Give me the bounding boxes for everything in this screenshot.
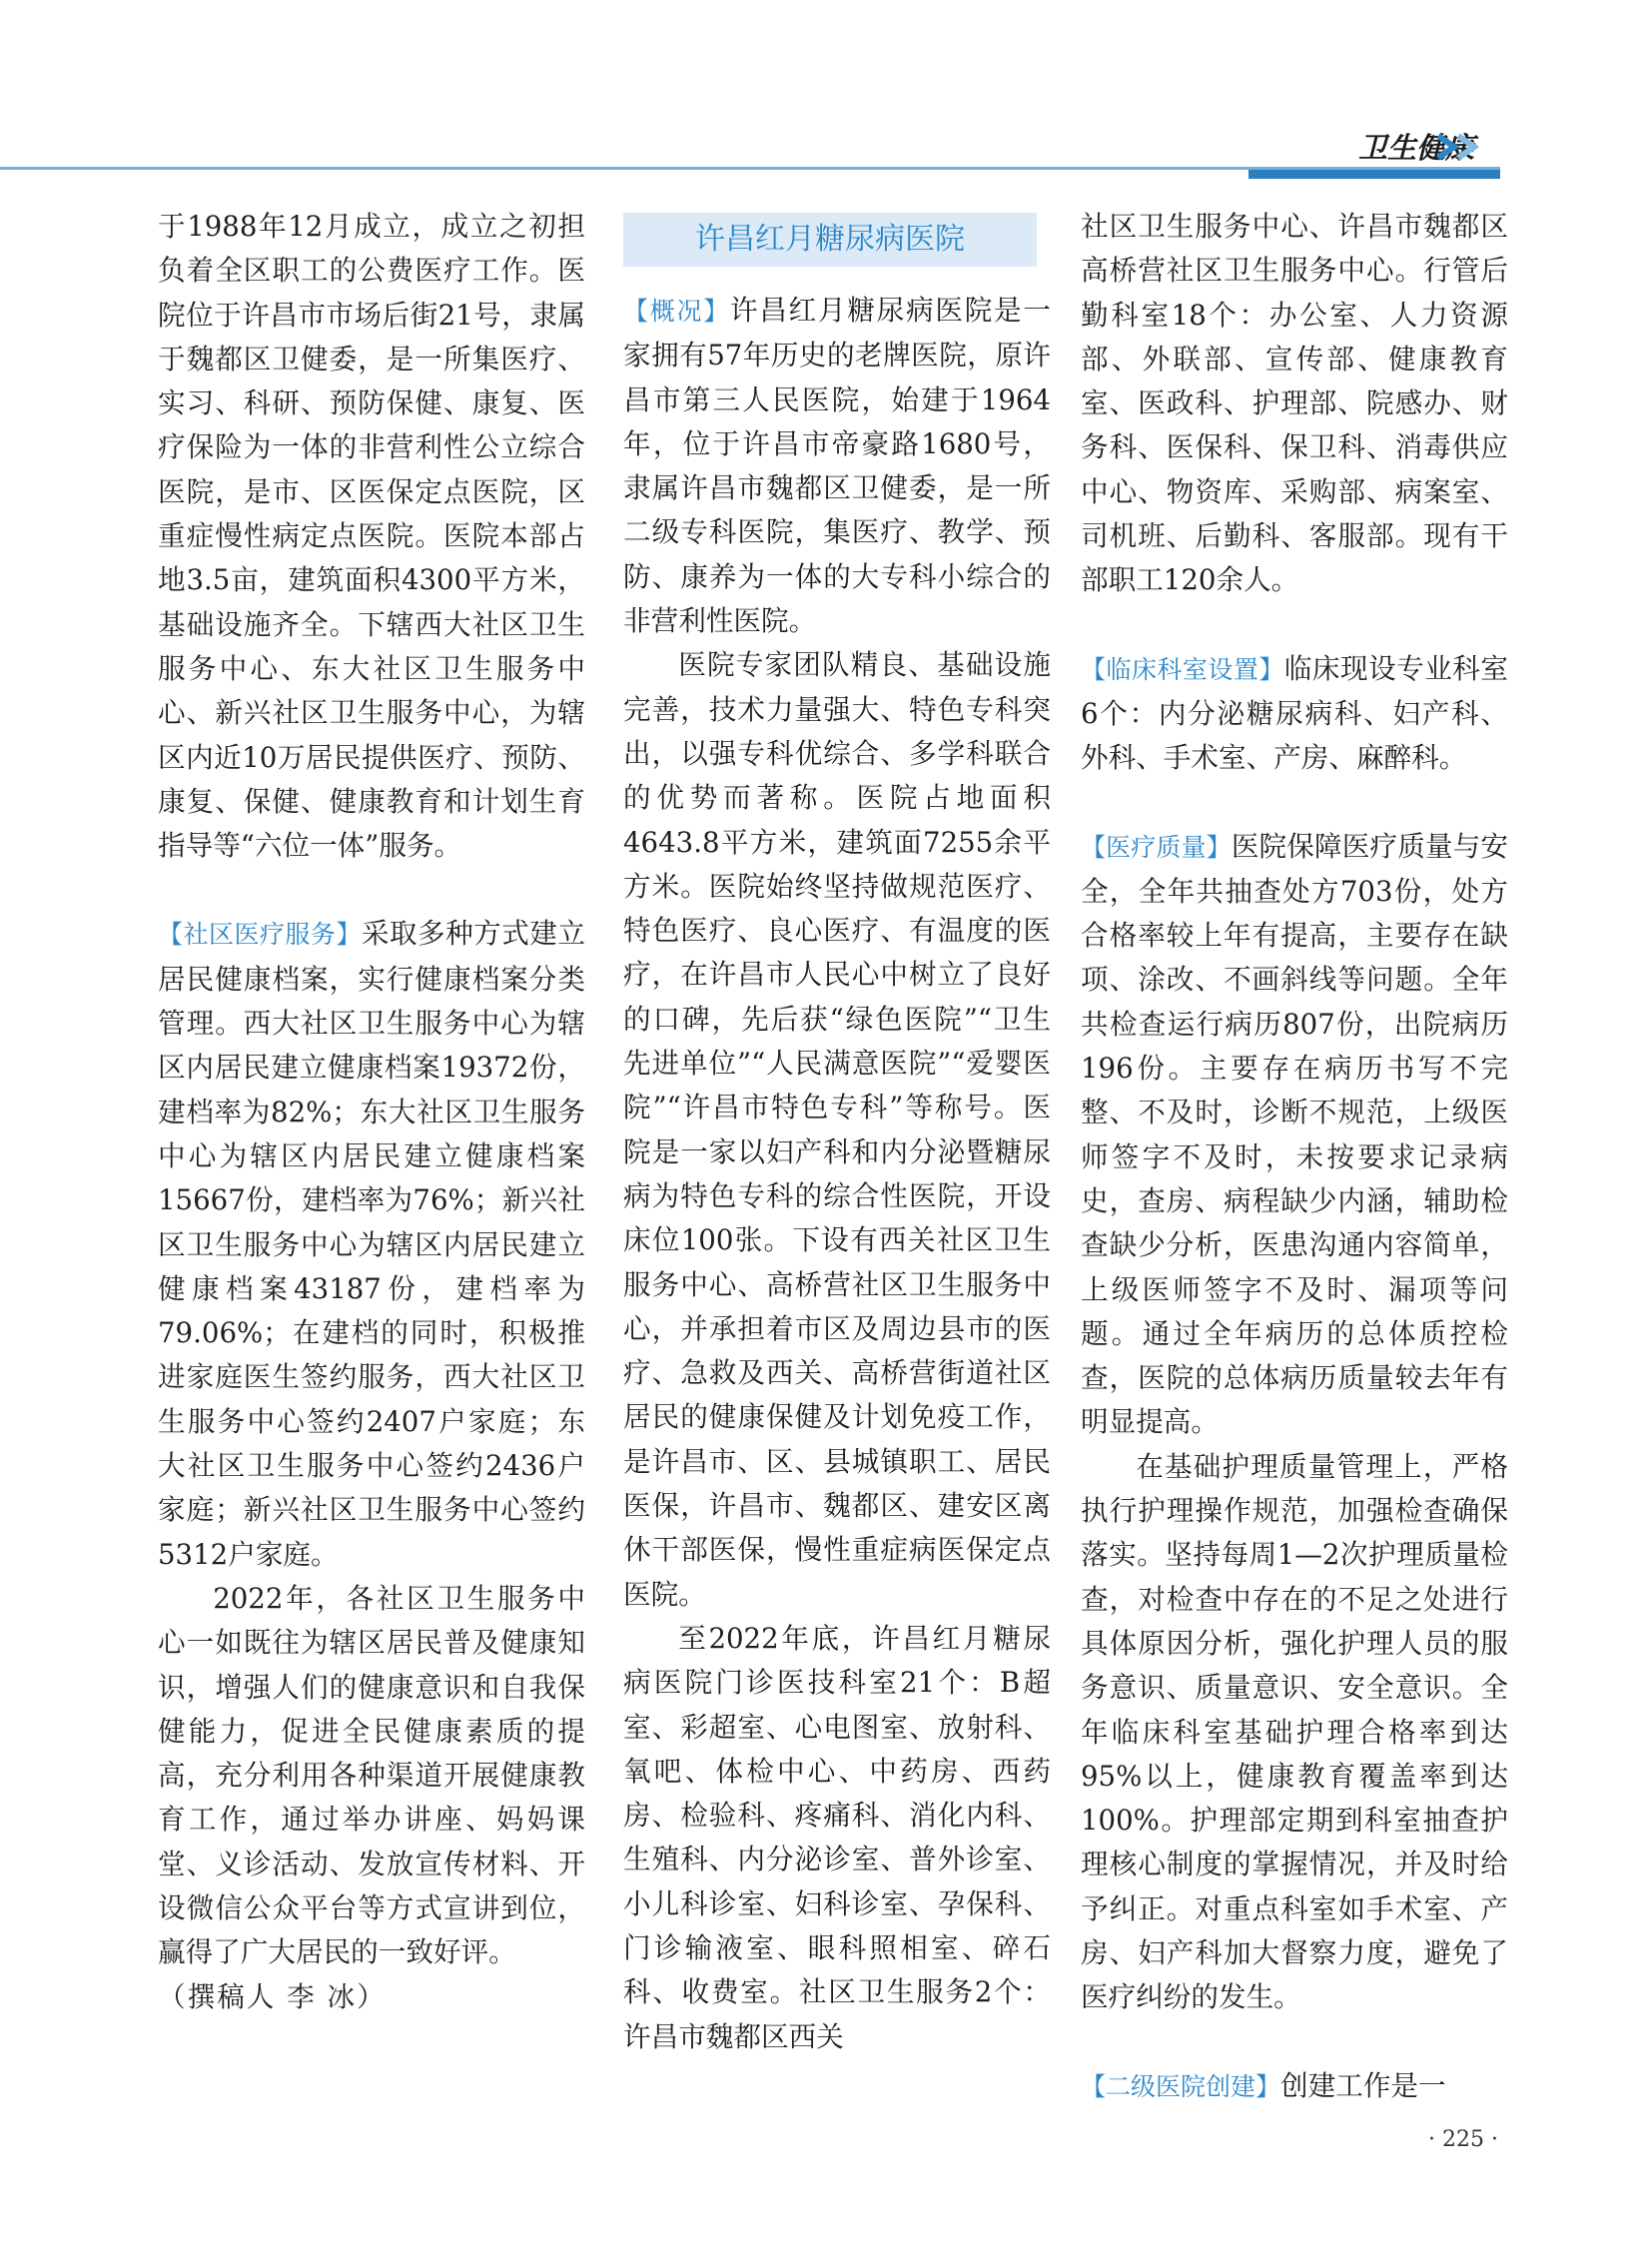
paragraph-text: 创建工作是一 bbox=[1280, 2068, 1446, 2102]
paragraph-overview bbox=[623, 289, 1051, 643]
paragraph-text: 临床现设专业科室6个：内分泌糖尿病科、妇产科、外科、手术室、产房、麻醉科。 bbox=[1081, 651, 1508, 775]
paragraph-text: 医院保障医疗质量与安全，全年共抽查处方703份，处方合格率较上年有提高，主要存在缺项、涂改、不画斜线等问题。全年共检查运行病历807份，出院病历196份。主要存在病历书写不完整、不及时，诊断不规范，上级医师签字不及时，未按要求记录病史，查房、病程缺少内涵，辅助检查缺少分析，医患沟通内容简单，上级医师签字不及时、漏项等问题。通过全年病历的总体质控检查，医院的总体病历质量较去年有明显提高。 bbox=[1081, 829, 1508, 1439]
section-title: 卫生健康 bbox=[1357, 131, 1474, 165]
section-heading: 【概况】 bbox=[623, 297, 730, 326]
paragraph: 至2022年底，许昌红月糖尿病医院门诊医技科室21个：B超室、彩超室、心电图室、放射科、氧吧、体检中心、中药房、西药房、检验科、疼痛科、消化内科、生殖科、内分泌诊室、普外诊室、小儿科诊室、妇科诊室、孕保科、门诊输液室、眼科照相室、碎石科、收费室。社区卫生服务2个：许昌市魏都区西关 bbox=[623, 1621, 1051, 2053]
section-heading: 【医疗质量】 bbox=[1081, 832, 1232, 862]
paragraph: 2022年，各社区卫生服务中心一如既往为辖区居民普及健康知识，增强人们的健康意识和自我保健能力，促进全民健康素质的提高，充分利用各种渠道开展健康教育工作，通过举办讲座、妈妈课堂、义诊活动、发放宣传材料、开设微信公众平台等方式宣讲到位，赢得了广大居民的一致好评。 bbox=[158, 1581, 585, 1969]
column-right bbox=[1081, 205, 1508, 2109]
paragraph-hospital-creation bbox=[1081, 2064, 1508, 2109]
paragraph-text: 采取多种方式建立居民健康档案，实行健康档案分类管理。西大社区卫生服务中心为辖区内居民建立健康档案19372份，建档率为82%；东大社区卫生服务中心为辖区内居民建立健康档案15667份，建档率为76%；新兴社区卫生服务中心为辖区内居民建立健康档案43187份，建档率为79.06%；在建档的同时，积极推进家庭医生签约服务，西大社区卫生服务中心签约2407户家庭；东大社区卫生服务中心签约2436户家庭；新兴社区卫生服务中心签约5312户家庭。 bbox=[158, 917, 585, 1571]
header-tab-bar bbox=[1248, 170, 1500, 179]
section-heading: 【二级医院创建】 bbox=[1081, 2071, 1281, 2101]
paragraph-clinical-departments bbox=[1081, 647, 1508, 781]
paragraph-text: 许昌红月糖尿病医院是一家拥有57年历史的老牌医院，原许昌市第三人民医院，始建于1964年，位于许昌市帝豪路1680号，隶属许昌市魏都区卫健委，是一所二级专科医院，集医疗、教学、预防、康养为一体的大专科小综合的非营利性医院。 bbox=[623, 294, 1051, 638]
paragraph: 社区卫生服务中心、许昌市魏都区高桥营社区卫生服务中心。行管后勤科室18个：办公室、人力资源部、外联部、宣传部、健康教育室、医政科、护理部、院感办、财务科、医保科、保卫科、消毒供应中心、物资库、采购部、病案室、司机班、后勤科、客服部。现有干部职工120余人。 bbox=[1081, 210, 1508, 597]
paragraph-community-medical bbox=[158, 912, 585, 1576]
page-number: · 225 · bbox=[1428, 2127, 1498, 2152]
paragraph: 医院专家团队精良、基础设施完善，技术力量强大、特色专科突出，以强专科优综合、多学科联合的优势而著称。医院占地面积4643.8平方米，建筑面7255余平方米。医院始终坚持做规范医疗、特色医疗、良心医疗、有温度的医疗，在许昌市人民心中树立了良好的口碑，先后获“绿色医院”“卫生先进单位”“人民满意医院”“爱婴医院”“许昌市特色专科”等称号。医院是一家以妇产科和内分泌暨糖尿病为特色专科的综合性医院，开设床位100张。下设有西关社区卫生服务中心、高桥营社区卫生服务中心，并承担着市区及周边县市的医疗、急救及西关、高桥营街道社区居民的健康保健及计划免疫工作，是许昌市、区、县城镇职工、居民医保，许昌市、魏都区、建安区离休干部医保，慢性重症病医保定点医院。 bbox=[623, 648, 1051, 1611]
hospital-title-banner: 许昌红月糖尿病医院 bbox=[623, 213, 1037, 267]
section-heading: 【社区医疗服务】 bbox=[158, 920, 362, 950]
double-chevron-right-icon bbox=[1434, 132, 1496, 162]
author-credit: （撰稿人 李 冰） bbox=[158, 1979, 387, 2013]
paragraph: 于1988年12月成立，成立之初担负着全区职工的公费医疗工作。医院位于许昌市市场后街21号，隶属于魏都区卫健委，是一所集医疗、实习、科研、预防保健、康复、医疗保险为一体的非营利性公立综合医院，是市、区医保定点医院，区重症慢性病定点医院。医院本部占地3.5亩，建筑面积4300平方米，基础设施齐全。下辖西大社区卫生服务中心、东大社区卫生服务中心、新兴社区卫生服务中心，为辖区内近10万居民提供医疗、预防、康复、保健、健康教育和计划生育指导等“六位一体”服务。 bbox=[158, 210, 585, 863]
column-middle bbox=[623, 205, 1051, 2059]
section-heading: 【临床科室设置】 bbox=[1081, 654, 1284, 684]
paragraph-medical-quality bbox=[1081, 825, 1508, 1445]
column-left bbox=[158, 205, 585, 2019]
paragraph: 在基础护理质量管理上，严格执行护理操作规范，加强检查确保落实。坚持每周1—2次护理质量检查，对检查中存在的不足之处进行具体原因分析，强化护理人员的服务意识、质量意识、安全意识。全年临床科室基础护理合格率到达95%以上，健康教育覆盖率到达100%。护理部定期到科室抽查护理核心制度的掌握情况，并及时给予纠正。对重点科室如手术室、产房、妇产科加大督察力度，避免了医疗纠纷的发生。 bbox=[1081, 1449, 1508, 2014]
